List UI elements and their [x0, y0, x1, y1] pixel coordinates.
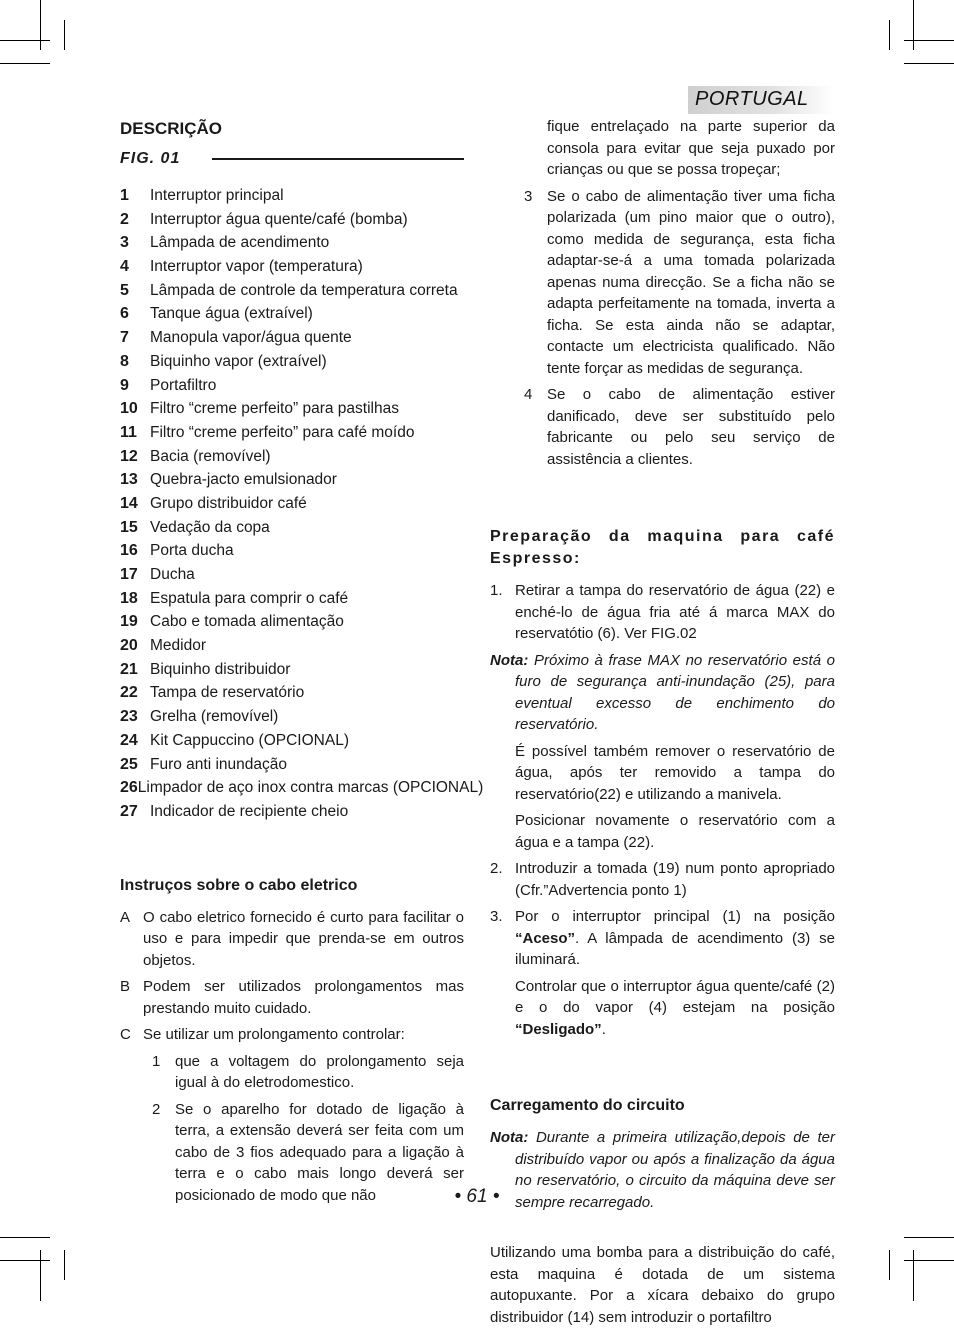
list-item	[120, 397, 464, 421]
part-number: 11	[120, 423, 137, 441]
crop-mark	[904, 1260, 954, 1261]
list-item: 2 Se o aparelho for dotado de ligação à terra, a extensão deverá ser feita com um cabo de 3 fios adequado para a ligação à terra e o cabo mais longo deverá ser posicionado de modo que não	[152, 1100, 464, 1204]
parts-list	[120, 184, 484, 824]
list-item	[120, 776, 484, 800]
part-number: 26	[120, 779, 138, 797]
part-label: Espatula para comprir o café	[150, 589, 349, 607]
part-number: 21	[120, 660, 138, 678]
crop-mark	[40, 0, 41, 50]
page-number: • 61 •	[454, 1186, 500, 1207]
list-item	[120, 279, 464, 303]
paragraph: Controlar que o interruptor água quente/café (2) e o do vapor (4) estejam na posição “Desligado”.	[515, 977, 835, 1038]
part-label: Manopula vapor/água quente	[150, 329, 352, 347]
list-item	[120, 610, 464, 634]
part-number: 16	[120, 542, 138, 560]
list-item: 1. Retirar a tampa do reservatório de água (22) e enché-lo de água fria até á marca MAX do reservatótio (6). Ver FIG.02	[490, 582, 835, 642]
part-number: 9	[120, 376, 129, 394]
list-item	[120, 681, 464, 705]
right-column	[490, 116, 835, 1328]
list-item	[120, 468, 464, 492]
part-label: Kit Cappuccino (OPCIONAL)	[150, 731, 349, 749]
note: Nota: Durante a primeira utilização,depois de ter distribuído vapor ou após a finalização da água no reservatório, o circuito da máquina deve ser sempre recarregado.	[490, 1129, 835, 1211]
list-item	[120, 421, 464, 445]
part-label: Interruptor principal	[150, 187, 284, 204]
crop-mark	[889, 1250, 890, 1280]
crop-mark	[0, 1260, 50, 1261]
crop-mark	[0, 40, 50, 41]
list-item	[120, 705, 464, 729]
part-label: Biquinho distribuidor	[150, 660, 291, 678]
part-number: 22	[120, 684, 138, 702]
part-label: Limpador de aço inox contra marcas (OPCIONAL)	[137, 779, 484, 797]
part-label: Tampa de reservatório	[150, 684, 305, 702]
section-title-carregamento: Carregamento do circuito	[490, 1097, 685, 1114]
list-item-continuation: fique entrelaçado na parte superior da consola para evitar que seja puxado por crianças ou que se possa tropeçar;	[547, 118, 835, 178]
part-label: Bacia (removível)	[150, 447, 271, 465]
part-label: Vedação da copa	[150, 518, 270, 536]
part-number: 3	[120, 234, 129, 252]
paragraph: É possível também remover o reservatório de água, após ter removido a tampa do reservatório(22) e utilizando a manivela.	[515, 742, 835, 803]
part-number: 2	[120, 210, 129, 228]
list-item: 3 Se o cabo de alimentação tiver uma ficha polarizada (um pino maior que o outro), como medida de segurança, esta ficha adaptar-se-á a uma tomada polarizada apenas numa direcção. Se a ficha não se adapta perfeitamente na tomada, inverta a ficha. Se esta ainda não se adaptar, contacte um electricista qualificado. Não tente forçar as medidas de segurança.	[524, 187, 835, 377]
crop-mark	[904, 40, 954, 41]
part-label: Portafiltro	[150, 376, 217, 394]
list-item	[120, 753, 464, 777]
part-number: 17	[120, 566, 138, 583]
part-label: Filtro “creme perfeito” para pastilhas	[150, 400, 399, 418]
crop-mark	[64, 20, 65, 50]
crop-mark	[40, 1250, 41, 1301]
part-number: 1	[120, 187, 129, 204]
list-item	[120, 374, 464, 398]
list-item	[120, 184, 464, 208]
part-label: Biquinho vapor (extraível)	[150, 352, 327, 370]
list-item	[120, 800, 464, 824]
crop-mark	[904, 63, 954, 64]
fig-label: FIG. 01	[120, 150, 181, 167]
part-label: Indicador de recipiente cheio	[150, 802, 349, 820]
crop-mark	[0, 1237, 50, 1238]
part-label: Tanque água (extraível)	[150, 305, 313, 323]
list-item	[120, 539, 464, 563]
part-number: 7	[120, 329, 129, 347]
part-number: 4	[120, 258, 129, 276]
part-label: Cabo e tomada alimentação	[150, 613, 344, 631]
part-number: 25	[120, 755, 138, 773]
part-label: Quebra-jacto emulsionador	[150, 471, 337, 489]
part-label: Filtro “creme perfeito” para café moído	[150, 423, 415, 441]
list-item	[120, 516, 464, 540]
paragraph: Posicionar novamente o reservatório com a água e a tampa (22).	[515, 812, 835, 851]
part-label: Lâmpada de controle da temperatura correta	[150, 281, 458, 299]
part-label: Lâmpada de acendimento	[150, 234, 330, 252]
part-number: 24	[120, 731, 138, 749]
crop-mark	[0, 63, 50, 64]
part-number: 5	[120, 281, 129, 299]
part-number: 12	[120, 447, 138, 465]
list-item: B Podem ser utilizados prolongamentos mas prestando muito cuidado.	[120, 978, 464, 1017]
part-number: 19	[120, 613, 138, 631]
list-item	[120, 350, 464, 374]
part-label: Interruptor água quente/café (bomba)	[150, 210, 408, 228]
part-number: 14	[120, 494, 138, 512]
crop-mark	[904, 1237, 954, 1238]
crop-mark	[913, 1250, 914, 1301]
part-number: 27	[120, 802, 138, 820]
list-item	[120, 445, 464, 469]
part-label: Furo anti inundação	[150, 755, 288, 773]
list-item: 1 que a voltagem do prolongamento seja igual à do eletrodomestico.	[152, 1052, 464, 1092]
note: Nota: Próximo à frase MAX no reservatório está o furo de segurança anti-inundação (25), para eventual excesso de enchimento do reservatório.	[490, 651, 835, 733]
part-number: 13	[120, 471, 138, 489]
part-number: 10	[120, 400, 138, 418]
part-label: Grelha (removível)	[150, 708, 279, 726]
list-item	[120, 634, 464, 658]
section-title-preparacao: Preparação da maquina para café Espresso:	[490, 528, 835, 567]
list-item	[120, 231, 464, 255]
fig-label-row	[120, 146, 464, 178]
part-number: 8	[120, 352, 129, 370]
list-item	[120, 658, 464, 682]
part-number: 15	[120, 518, 138, 536]
crop-mark	[64, 1250, 65, 1280]
list-item	[120, 492, 464, 516]
part-number: 18	[120, 589, 138, 607]
crop-mark	[889, 20, 890, 50]
list-item	[120, 587, 464, 611]
list-item	[120, 208, 464, 232]
list-item	[120, 326, 464, 350]
list-item	[120, 729, 464, 753]
list-item: 3. Por o interruptor principal (1) na posição “Aceso”. A lâmpada de acendimento (3) se iluminará.	[490, 908, 835, 968]
list-item	[120, 563, 464, 587]
list-item	[120, 255, 464, 279]
list-item: 2. Introduzir a tomada (19) num ponto apropriado (Cfr.”Advertencia ponto 1)	[490, 860, 835, 899]
list-item	[120, 302, 464, 326]
part-label: Grupo distribuidor café	[150, 494, 307, 512]
list-item: A O cabo eletrico fornecido é curto para facilitar o uso e para impedir que prenda-se em outros objetos.	[120, 908, 464, 969]
crop-mark	[913, 0, 914, 50]
part-number: 6	[120, 305, 129, 323]
list-item: C Se utilizar um prolongamento controlar:	[120, 1026, 405, 1044]
fig-rule	[212, 158, 464, 160]
section-title-descricao: DESCRIÇÃO	[120, 119, 223, 138]
list-item: 4 Se o cabo de alimentação estiver danificado, deve ser substituído pelo fabricante ou pelo seu serviço de assistência a clientes.	[524, 386, 835, 468]
part-number: 23	[120, 708, 138, 726]
part-label: Porta ducha	[150, 542, 234, 560]
part-label: Ducha	[150, 566, 195, 583]
part-number: 20	[120, 637, 138, 655]
country-tab	[688, 86, 834, 114]
part-label: Medidor	[150, 637, 206, 655]
country-tab-label: PORTUGAL	[695, 88, 809, 110]
section-title-cable: Instruços sobre o cabo eletrico	[120, 876, 358, 894]
paragraph: Utilizando uma bomba para a distribuição do café, esta maquina é dotada de um sistema autopuxante. Por a xícara debaixo do grupo distribuidor (14) sem introduzir o portafiltro	[490, 1244, 835, 1326]
part-label: Interruptor vapor (temperatura)	[150, 258, 363, 276]
